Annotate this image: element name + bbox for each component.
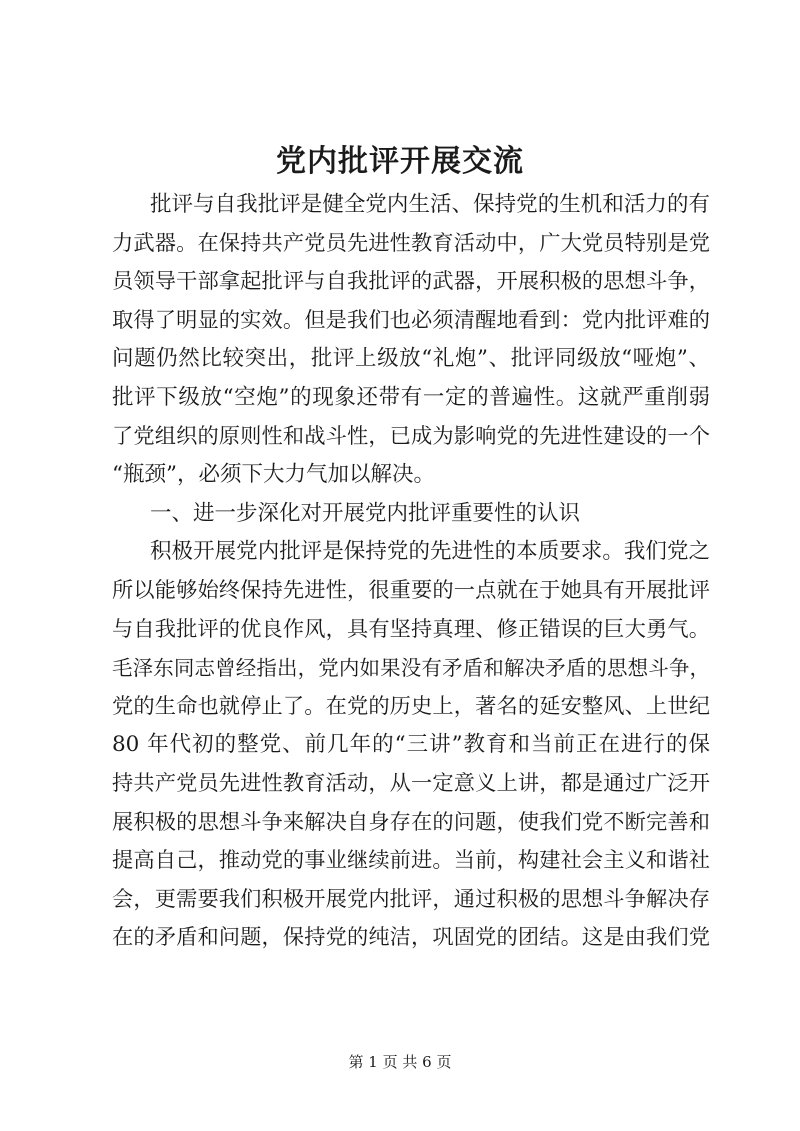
text-line: 提高自己，推动党的事业继续前进。当前，构建社会主义和谐社 bbox=[112, 848, 710, 874]
text-line: 所以能够始终保持先进性，很重要的一点就在于她具有开展批评 bbox=[112, 577, 710, 603]
text-line: 持共产党员先进性教育活动，从一定意义上讲，都是通过广泛开 bbox=[112, 770, 710, 796]
text-line: 一、进一步深化对开展党内批评重要性的认识 bbox=[150, 500, 581, 526]
text-line: 与自我批评的优良作风，具有坚持真理、修正错误的巨大勇气。 bbox=[112, 616, 710, 642]
text-line: 展积极的思想斗争来解决自身存在的问题，使我们党不断完善和 bbox=[112, 809, 710, 835]
text-line: 毛泽东同志曾经指出，党内如果没有矛盾和解决矛盾的思想斗争， bbox=[112, 656, 710, 681]
text-line: 取得了明显的实效。但是我们也必须清醒地看到：党内批评难的 bbox=[112, 307, 710, 333]
text-line: 积极开展党内批评是保持党的先进性的本质要求。我们党之 bbox=[150, 539, 710, 565]
page-footer: 第 1 页 共 6 页 bbox=[348, 1053, 452, 1071]
text-line: 批评下级放“空炮”的现象还带有一定的普遍性。这就严重削弱 bbox=[112, 384, 710, 410]
text-line: 批评与自我批评是健全党内生活、保持党的生机和活力的有 bbox=[150, 192, 710, 217]
text-line: “瓶颈”，必须下大力气加以解决。 bbox=[112, 462, 435, 488]
text-line: 问题仍然比较突出，批评上级放“礼炮”、批评同级放“哑炮”、 bbox=[112, 346, 710, 372]
text-line: 会，更需要我们积极开展党内批评，通过积极的思想斗争解决存 bbox=[112, 886, 710, 912]
document-title: 党内批评开展交流 bbox=[276, 144, 524, 179]
text-line: 员领导干部拿起批评与自我批评的武器，开展积极的思想斗争， bbox=[112, 269, 710, 295]
text-line: 了党组织的原则性和战斗性，已成为影响党的先进性建设的一个 bbox=[112, 423, 710, 449]
document-body bbox=[112, 186, 710, 958]
text-line: 在的矛盾和问题，保持党的纯洁，巩固党的团结。这是由我们党 bbox=[112, 925, 710, 951]
text-line: 力武器。在保持共产党员先进性教育活动中，广大党员特别是党 bbox=[112, 230, 710, 256]
text-line: 80 年代初的整党、前几年的“三讲”教育和当前正在进行的保 bbox=[112, 732, 710, 758]
text-line: 党的生命也就停止了。在党的历史上，著名的延安整风、上世纪 bbox=[112, 693, 710, 719]
